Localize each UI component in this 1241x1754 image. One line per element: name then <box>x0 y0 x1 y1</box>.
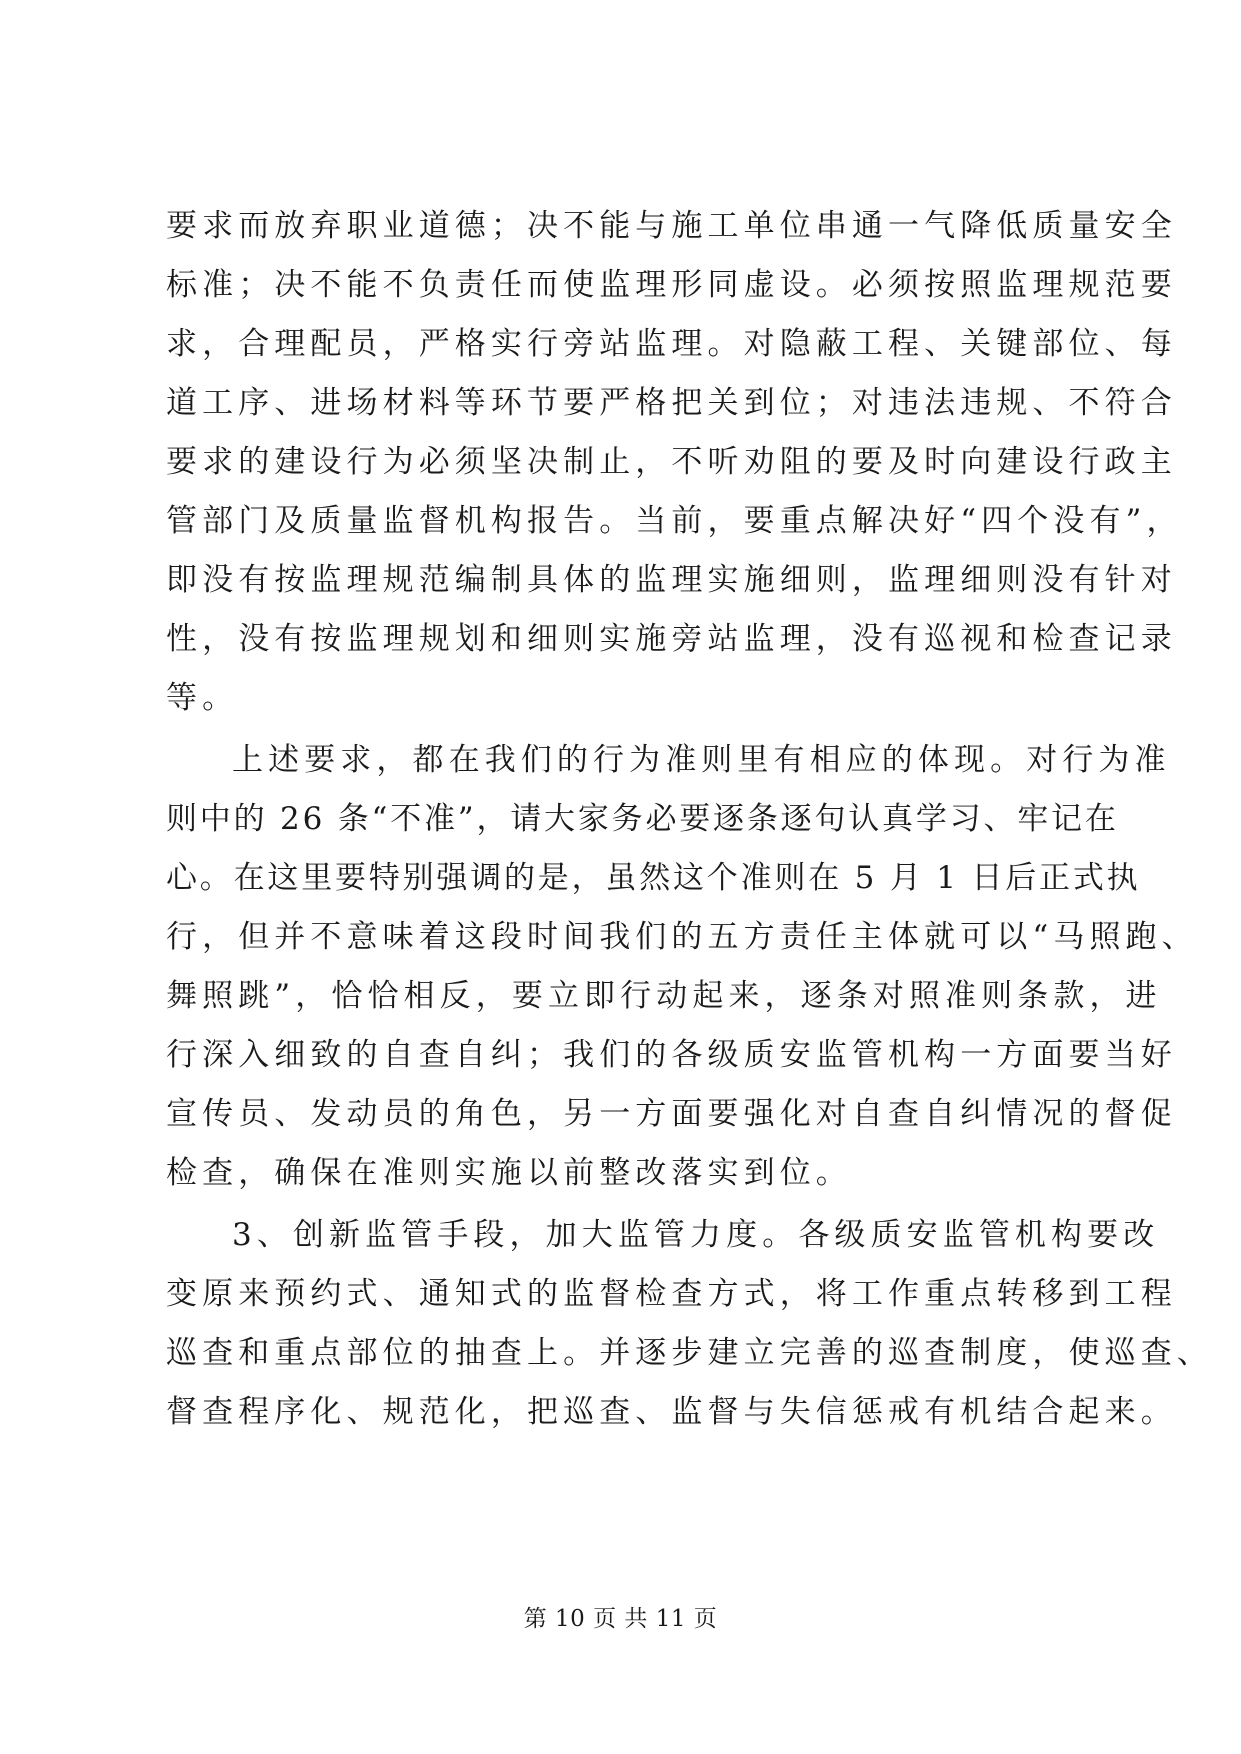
text-line: 等。 <box>166 680 239 716</box>
text-line: 要求而放弃职业道德；决不能与施工单位串通一气降低质量安全 <box>166 208 1177 244</box>
text-line: 则中的 26 条“不准”，请大家务必要逐条逐句认真学习、牢记在 <box>166 801 1119 837</box>
text-line: 宣传员、发动员的角色，另一方面要强化对自查自纠情况的督促 <box>166 1096 1177 1132</box>
text-line: 上述要求，都在我们的行为准则里有相应的体现。对行为准 <box>232 742 1171 778</box>
text-line: 道工序、进场材料等环节要严格把关到位；对违法违规、不符合 <box>166 385 1177 421</box>
text-line: 督查程序化、规范化，把巡查、监督与失信惩戒有机结合起来。 <box>166 1394 1177 1430</box>
page-number: 第 10 页 共 11 页 <box>523 1606 718 1632</box>
text-line: 求，合理配员，严格实行旁站监理。对隐蔽工程、关键部位、每 <box>166 326 1177 362</box>
text-line: 管部门及质量监督机构报告。当前，要重点解决好“四个没有”， <box>166 503 1183 539</box>
text-line: 性，没有按监理规划和细则实施旁站监理，没有巡视和检查记录 <box>166 621 1177 657</box>
text-line: 行，但并不意味着这段时间我们的五方责任主体就可以“马照跑、 <box>166 919 1198 955</box>
text-line: 行深入细致的自查自纠；我们的各级质安监管机构一方面要当好 <box>166 1037 1177 1073</box>
text-line: 检查，确保在准则实施以前整改落实到位。 <box>166 1155 852 1191</box>
text-line: 变原来预约式、通知式的监督检查方式，将工作重点转移到工程 <box>166 1276 1177 1312</box>
text-line: 3、创新监管手段，加大监管力度。各级质安监管机构要改 <box>232 1217 1160 1253</box>
text-line: 心。在这里要特别强调的是，虽然这个准则在 5 月 1 日后正式执 <box>166 860 1141 896</box>
text-line: 即没有按监理规范编制具体的监理实施细则，监理细则没有针对 <box>166 562 1177 598</box>
text-line: 标准；决不能不负责任而使监理形同虚设。必须按照监理规范要 <box>166 267 1177 303</box>
text-line: 巡查和重点部位的抽查上。并逐步建立完善的巡查制度，使巡查、 <box>166 1335 1213 1371</box>
text-line: 舞照跳”，恰恰相反，要立即行动起来，逐条对照准则条款，进 <box>166 978 1162 1014</box>
text-line: 要求的建设行为必须坚决制止，不听劝阻的要及时向建设行政主 <box>166 444 1177 480</box>
